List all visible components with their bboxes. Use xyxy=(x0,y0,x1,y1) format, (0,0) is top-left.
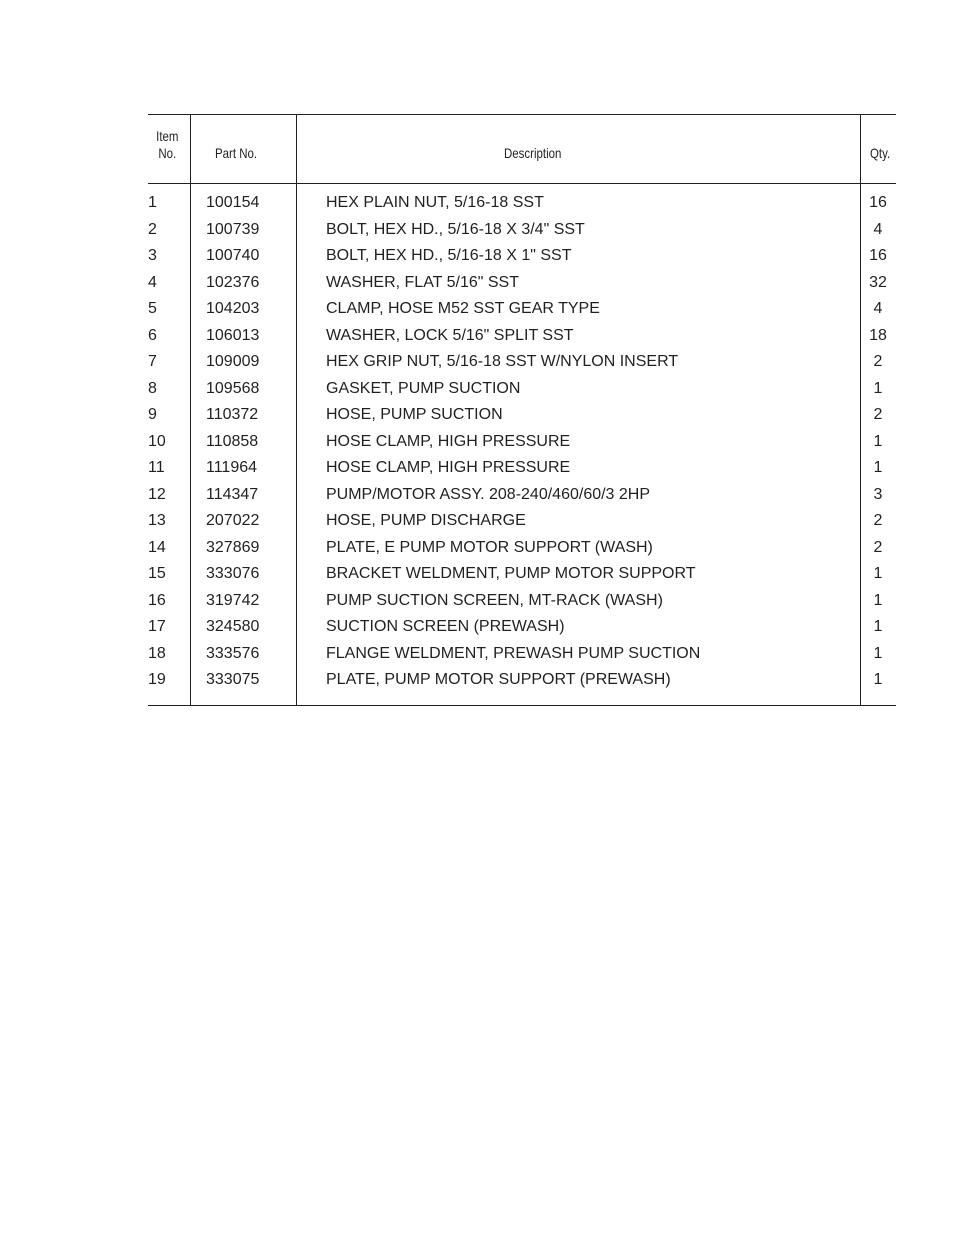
item-number: 9 xyxy=(148,406,157,423)
table-row xyxy=(148,615,896,642)
header-item-no xyxy=(155,128,180,162)
quantity: 1 xyxy=(873,618,883,635)
part-description: HOSE CLAMP, HIGH PRESSURE xyxy=(326,432,571,450)
part-number: 109568 xyxy=(206,379,260,397)
part-description: PUMP/MOTOR ASSY. 208-240/460/60/3 2HP xyxy=(326,485,651,503)
part-description: PLATE, PUMP MOTOR SUPPORT (PREWASH) xyxy=(326,671,671,688)
item-number: 10 xyxy=(148,432,166,450)
part-number: 114347 xyxy=(206,485,259,503)
item-number: 16 xyxy=(148,591,166,609)
header-description: Description xyxy=(504,145,562,161)
part-description: FLANGE WELDMENT, PREWASH PUMP SUCTION xyxy=(326,644,701,662)
table-row xyxy=(148,589,896,616)
quantity: 2 xyxy=(873,406,883,423)
item-number: 6 xyxy=(148,326,157,344)
part-number: 333075 xyxy=(206,671,260,688)
item-number: 15 xyxy=(148,565,166,582)
table-row xyxy=(148,642,896,669)
part-description: BOLT, HEX HD., 5/16-18 X 1" SST xyxy=(326,247,572,264)
item-number: 19 xyxy=(148,671,166,688)
header-item-line1: Item xyxy=(156,128,179,144)
item-number: 18 xyxy=(148,644,166,662)
table-top-rule xyxy=(148,114,896,115)
table-row xyxy=(148,536,896,563)
table-row xyxy=(148,297,896,324)
table-row xyxy=(148,350,896,377)
part-number: 207022 xyxy=(206,512,260,529)
quantity: 1 xyxy=(873,671,883,688)
part-description: GASKET, PUMP SUCTION xyxy=(326,379,521,397)
quantity: 18 xyxy=(869,326,887,344)
part-description: PLATE, E PUMP MOTOR SUPPORT (WASH) xyxy=(326,538,653,556)
item-number: 7 xyxy=(148,353,157,370)
item-number: 8 xyxy=(148,379,157,397)
table-row xyxy=(148,324,896,351)
item-number: 17 xyxy=(148,618,166,635)
part-description: WASHER, FLAT 5/16" SST xyxy=(326,273,519,291)
item-number: 12 xyxy=(148,485,166,503)
part-description: HOSE, PUMP DISCHARGE xyxy=(326,512,526,529)
quantity: 2 xyxy=(873,512,883,529)
part-description: HEX GRIP NUT, 5/16-18 SST W/NYLON INSERT xyxy=(326,353,679,370)
table-row xyxy=(148,668,896,695)
quantity: 4 xyxy=(873,220,883,238)
quantity: 1 xyxy=(873,432,883,450)
item-number: 14 xyxy=(148,538,166,556)
quantity: 1 xyxy=(873,379,883,397)
quantity: 1 xyxy=(873,459,883,476)
part-description: CLAMP, HOSE M52 SST GEAR TYPE xyxy=(326,300,600,317)
item-number: 5 xyxy=(148,300,157,317)
part-number: 110858 xyxy=(206,432,259,450)
part-number: 111964 xyxy=(206,459,258,476)
table-row xyxy=(148,377,896,404)
quantity: 16 xyxy=(869,194,887,211)
item-number: 3 xyxy=(148,247,157,264)
quantity: 2 xyxy=(873,353,883,370)
quantity: 1 xyxy=(873,644,883,662)
part-number: 102376 xyxy=(206,273,260,291)
quantity: 1 xyxy=(873,591,883,609)
header-bottom-rule xyxy=(148,183,896,184)
part-number: 110372 xyxy=(206,406,259,423)
part-description: HEX PLAIN NUT, 5/16-18 SST xyxy=(326,194,544,211)
part-description: BRACKET WELDMENT, PUMP MOTOR SUPPORT xyxy=(326,565,696,582)
part-description: BOLT, HEX HD., 5/16-18 X 3/4" SST xyxy=(326,220,585,238)
quantity: 2 xyxy=(873,538,883,556)
part-number: 100740 xyxy=(206,247,260,264)
table-bottom-rule xyxy=(148,705,896,706)
header-qty: Qty. xyxy=(870,145,891,161)
quantity: 1 xyxy=(873,565,883,582)
table-row xyxy=(148,562,896,589)
part-description: WASHER, LOCK 5/16" SPLIT SST xyxy=(326,326,574,344)
part-number: 104203 xyxy=(206,300,260,317)
part-number: 324580 xyxy=(206,618,260,635)
parts-list-table xyxy=(148,114,896,706)
part-number: 100154 xyxy=(206,194,260,211)
table-body xyxy=(148,191,896,695)
item-number: 13 xyxy=(148,512,166,529)
part-description: HOSE CLAMP, HIGH PRESSURE xyxy=(326,459,571,476)
item-number: 1 xyxy=(148,194,157,211)
quantity: 16 xyxy=(869,247,887,264)
item-number: 11 xyxy=(148,459,165,476)
part-number: 333076 xyxy=(206,565,260,582)
item-number: 4 xyxy=(148,273,157,291)
header-part-no: Part No. xyxy=(215,145,258,161)
table-row xyxy=(148,218,896,245)
table-row xyxy=(148,403,896,430)
part-number: 333576 xyxy=(206,644,260,662)
part-number: 319742 xyxy=(206,591,260,609)
table-row xyxy=(148,191,896,218)
part-number: 109009 xyxy=(206,353,260,370)
table-row xyxy=(148,456,896,483)
part-description: HOSE, PUMP SUCTION xyxy=(326,406,503,423)
table-row xyxy=(148,509,896,536)
table-row xyxy=(148,483,896,510)
part-description: SUCTION SCREEN (PREWASH) xyxy=(326,618,565,635)
item-number: 2 xyxy=(148,220,157,238)
quantity: 32 xyxy=(869,273,887,291)
table-row xyxy=(148,271,896,298)
quantity: 3 xyxy=(873,485,883,503)
quantity: 4 xyxy=(873,300,883,317)
table-row xyxy=(148,244,896,271)
header-item-line2: No. xyxy=(158,145,177,161)
part-number: 327869 xyxy=(206,538,260,556)
part-number: 100739 xyxy=(206,220,260,238)
part-number: 106013 xyxy=(206,326,260,344)
part-description: PUMP SUCTION SCREEN, MT-RACK (WASH) xyxy=(326,591,663,609)
table-row xyxy=(148,430,896,457)
